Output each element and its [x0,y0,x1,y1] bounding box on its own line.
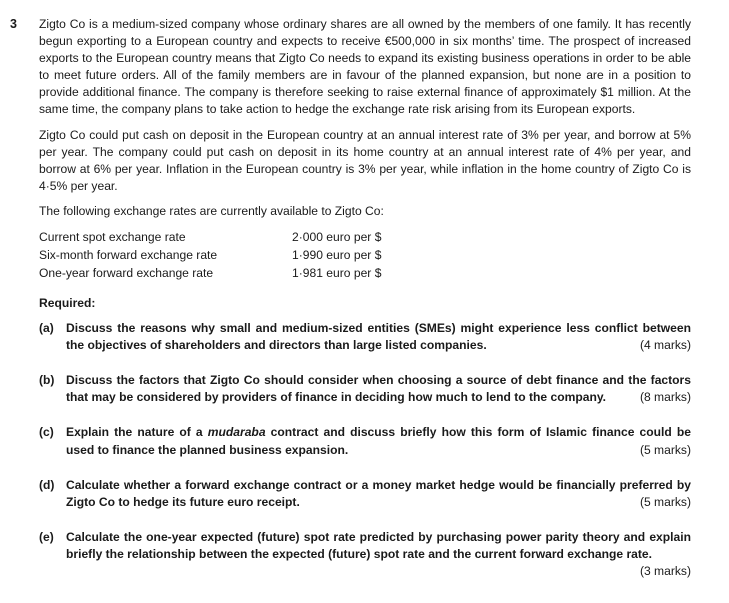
rate-row-six-month [39,246,439,264]
interest-paragraph: Zigto Co could put cash on deposit in the European country at an annual interest rate of 3% per year, and borrow at 5% per year. The company could put cash on deposit in its home country at an annual interest rate of 4% per year, and borrow at 6% per year. Inflation in the European country is 3% per year, while inflation in the home country of Zigto Co is 4·5% per year. [39,127,691,193]
part-e [39,529,691,580]
part-c [39,424,691,458]
rate-value: 2·000 euro per $ [292,230,382,245]
part-text-italic: mudaraba [207,425,266,440]
rate-value: 1·981 euro per $ [292,266,382,281]
rates-intro: The following exchange rates are currently available to Zigto Co: [39,203,384,218]
rate-row-one-year [39,264,439,282]
rate-label: One-year forward exchange rate [39,266,214,281]
rate-label: Current spot exchange rate [39,230,186,245]
part-a [39,320,691,354]
part-marks: (3 marks) [639,563,691,578]
part-b [39,372,691,406]
rate-value: 1·990 euro per $ [292,248,382,263]
intro-paragraph: Zigto Co is a medium-sized company whose ordinary shares are all owned by the members of one family. It has recently begun exporting to a European country and expects to receive €500,000 in six months’ time. The prospect of increased exports to the European country means that Zigto Co needs to expand its existing business operations in order to be able to meet future orders. All of the family members are in favour of the planned expansion, but none are in a position to provide additional finance. The company is therefore seeking to raise external finance of approximately $1 million. At the same time, the company plans to take action to hedge the exchange rate risk arising from its European exports. [39,17,691,117]
part-letter: (e) [39,529,54,544]
part-text: Calculate whether a forward exchange contract or a money market hedge would be financially preferred by Zigto Co to hedge its future euro receipt. [66,477,691,509]
part-text: Discuss the factors that Zigto Co should consider when choosing a source of debt finance and the factors that may be considered by providers of finance in deciding how much to lend to the company. [66,373,691,405]
part-marks: (4 marks) [639,338,691,353]
part-letter: (a) [39,321,54,336]
rate-row-spot [39,228,439,246]
part-letter: (c) [39,425,54,440]
part-marks: (5 marks) [639,442,691,457]
part-d [39,477,691,511]
part-text: Discuss the reasons why small and medium-sized entities (SMEs) might experience less conflict between the objectives of shareholders and directors than large listed companies. [66,321,691,353]
part-text-before: Explain the nature of a [66,425,208,440]
part-text: Calculate the one-year expected (future) spot rate predicted by purchasing power parity theory and explain briefly the relationship between the expected (future) spot rate and the current forward exchange rate. [66,529,691,561]
part-letter: (d) [39,477,55,492]
part-marks: (5 marks) [639,494,691,509]
part-marks: (8 marks) [639,390,691,405]
part-letter: (b) [39,373,55,388]
question-number: 3 [10,17,17,31]
part-text-after: contract and discuss briefly how this form of Islamic finance could be used to finance the planned business expansion. [66,425,691,457]
required-heading: Required: [39,296,96,311]
exchange-rate-table [39,228,691,280]
question-body [39,16,691,580]
rate-label: Six-month forward exchange rate [39,248,218,263]
